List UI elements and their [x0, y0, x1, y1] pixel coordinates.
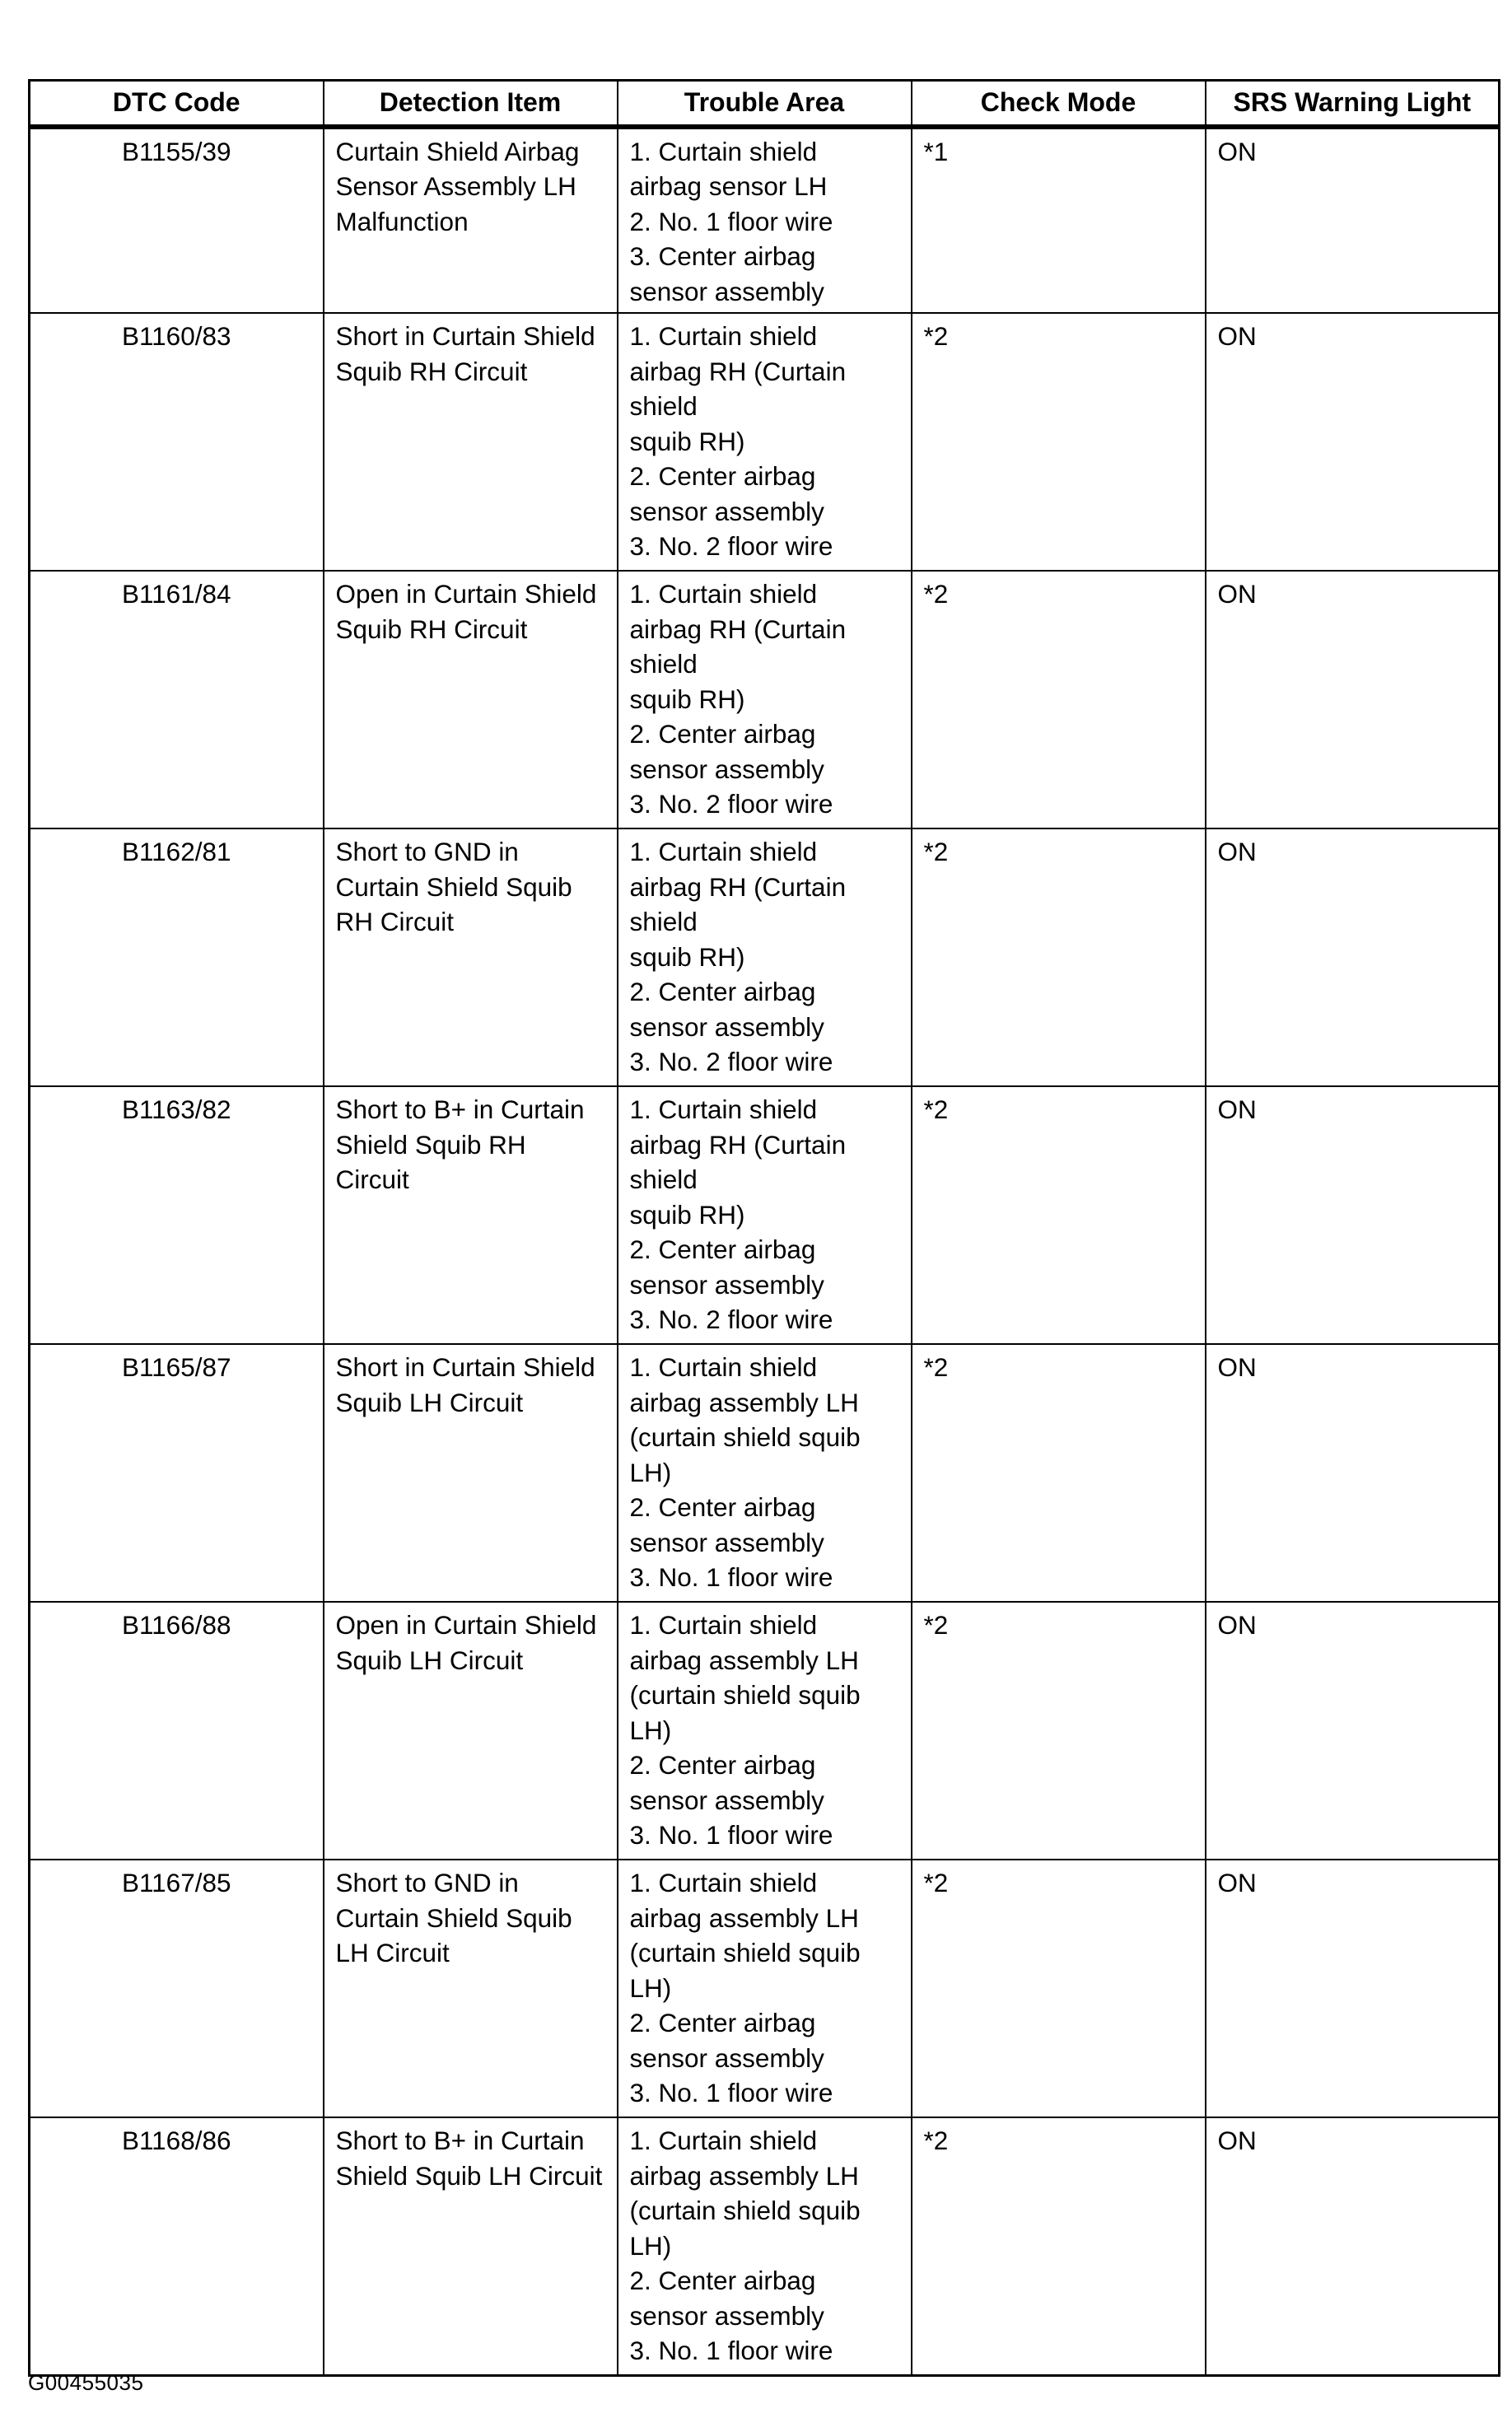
table-row — [30, 1602, 1500, 1860]
table-row — [30, 828, 1500, 1086]
trouble-area-cell — [618, 127, 912, 314]
trouble-area-line: 1. Curtain shield — [629, 579, 818, 609]
dtc-table — [28, 79, 1500, 2377]
srs-warning-light-cell: ON — [1206, 127, 1500, 314]
trouble-area-line: 2. Center airbag — [629, 1235, 816, 1264]
trouble-area-line: squib RH) — [629, 426, 745, 456]
trouble-area-line: sensor assembly — [629, 2300, 824, 2331]
trouble-area-line: 1. Curtain shield — [629, 1868, 818, 1897]
trouble-area-line: 1. Curtain shield — [629, 2126, 818, 2155]
trouble-area-line: airbag assembly LH — [629, 2160, 859, 2191]
table-row — [30, 1860, 1500, 2117]
trouble-area-line: squib RH) — [629, 941, 745, 972]
srs-warning-light-cell: ON — [1206, 571, 1500, 828]
trouble-area-line: shield — [629, 907, 698, 936]
trouble-area-line: airbag assembly LH — [629, 1387, 859, 1417]
check-mode-cell: *2 — [912, 1602, 1206, 1860]
trouble-area-line: 1. Curtain shield — [629, 837, 818, 866]
trouble-area-cell — [618, 571, 912, 828]
trouble-area-line: 3. No. 2 floor wire — [629, 531, 833, 561]
figure-id: G00455035 — [28, 2370, 144, 2395]
check-mode-cell: *1 — [912, 127, 1206, 314]
srs-warning-light-cell: ON — [1206, 1860, 1500, 2117]
detection-item-cell: Short in Curtain Shield Squib LH Circuit — [324, 1344, 618, 1602]
trouble-area-line: sensor assembly — [629, 1011, 824, 1042]
dtc-code-cell: B1162/81 — [30, 828, 324, 1086]
check-mode-cell: *2 — [912, 1344, 1206, 1602]
trouble-area-line: 3. No. 2 floor wire — [629, 1305, 833, 1334]
trouble-area-line: LH) — [629, 2230, 672, 2261]
trouble-area-line: shield — [629, 1164, 698, 1194]
table-row — [30, 313, 1500, 571]
dtc-code-cell: B1163/82 — [30, 1086, 324, 1344]
detection-item-cell: Open in Curtain Shield Squib LH Circuit — [324, 1602, 618, 1860]
trouble-area-line: airbag RH (Curtain — [629, 356, 847, 386]
trouble-area-cell — [618, 1086, 912, 1344]
trouble-area-line: 3. No. 1 floor wire — [629, 1820, 833, 1850]
trouble-area-line: 3. Center airbag — [629, 241, 816, 271]
dtc-code-cell: B1167/85 — [30, 1860, 324, 2117]
trouble-area-line: airbag sensor LH — [629, 171, 828, 201]
detection-item-cell: Short to B+ in Curtain Shield Squib LH Circuit — [324, 2117, 618, 2375]
trouble-area-line: 2. Center airbag — [629, 2008, 816, 2037]
trouble-area-line: 1. Curtain shield — [629, 1610, 818, 1640]
srs-warning-light-cell: ON — [1206, 1344, 1500, 1602]
trouble-area-line: sensor assembly — [629, 1269, 824, 1300]
trouble-area-cell — [618, 313, 912, 571]
trouble-area-line: squib RH) — [629, 1199, 745, 1230]
check-mode-cell: *2 — [912, 313, 1206, 571]
detection-item-cell: Short to B+ in Curtain Shield Squib RH Circuit — [324, 1086, 618, 1344]
trouble-area-line: 3. No. 1 floor wire — [629, 2078, 833, 2107]
trouble-area-line: airbag RH (Curtain — [629, 871, 847, 902]
header-dtc-code: DTC Code — [30, 81, 324, 127]
trouble-area-line: 2. No. 1 floor wire — [629, 206, 833, 236]
trouble-area-line: 2. Center airbag — [629, 1492, 816, 1522]
trouble-area-line: 3. No. 1 floor wire — [629, 2336, 833, 2365]
detection-item-cell: Open in Curtain Shield Squib RH Circuit — [324, 571, 618, 828]
trouble-area-cell — [618, 2117, 912, 2375]
trouble-area-line: airbag RH (Curtain — [629, 1129, 847, 1160]
trouble-area-cell — [618, 1602, 912, 1860]
trouble-area-line: 3. No. 2 floor wire — [629, 1047, 833, 1076]
trouble-area-cell — [618, 828, 912, 1086]
trouble-area-line: shield — [629, 649, 698, 679]
trouble-area-line: LH) — [629, 1972, 672, 2003]
trouble-area-line: 1. Curtain shield — [629, 321, 818, 351]
check-mode-cell: *2 — [912, 1086, 1206, 1344]
srs-warning-light-cell: ON — [1206, 1602, 1500, 1860]
trouble-area-line: 2. Center airbag — [629, 2266, 816, 2295]
check-mode-cell: *2 — [912, 571, 1206, 828]
trouble-area-line: airbag RH (Curtain — [629, 614, 847, 644]
trouble-area-line: 3. No. 2 floor wire — [629, 789, 833, 819]
dtc-code-cell: B1161/84 — [30, 571, 324, 828]
srs-warning-light-cell: ON — [1206, 828, 1500, 1086]
trouble-area-line: sensor assembly — [629, 1527, 824, 1557]
detection-item-cell: Short to GND in Curtain Shield Squib LH Circuit — [324, 1860, 618, 2117]
dtc-code-cell: B1165/87 — [30, 1344, 324, 1602]
trouble-area-cell — [618, 1344, 912, 1602]
trouble-area-line: sensor assembly — [629, 276, 824, 306]
trouble-area-line: 2. Center airbag — [629, 977, 816, 1006]
trouble-area-line: squib RH) — [629, 684, 745, 714]
srs-warning-light-cell: ON — [1206, 313, 1500, 571]
trouble-area-line: sensor assembly — [629, 754, 824, 784]
trouble-area-line: (curtain shield squib — [629, 1422, 861, 1452]
trouble-area-line: sensor assembly — [629, 496, 824, 526]
table-body — [30, 127, 1500, 2376]
trouble-area-line: 1. Curtain shield — [629, 1094, 818, 1124]
dtc-code-cell: B1168/86 — [30, 2117, 324, 2375]
trouble-area-line: 1. Curtain shield — [629, 136, 818, 166]
table-row — [30, 571, 1500, 828]
trouble-area-line: airbag assembly LH — [629, 1902, 859, 1933]
detection-item-cell: Short to GND in Curtain Shield Squib RH Circuit — [324, 828, 618, 1086]
header-srs-warning-light: SRS Warning Light — [1206, 81, 1500, 127]
trouble-area-line: sensor assembly — [629, 1785, 824, 1815]
trouble-area-line: 2. Center airbag — [629, 719, 816, 749]
dtc-code-cell: B1160/83 — [30, 313, 324, 571]
trouble-area-line: LH) — [629, 1457, 672, 1487]
trouble-area-line: (curtain shield squib — [629, 1680, 861, 1710]
trouble-area-line: shield — [629, 391, 698, 421]
dtc-code-cell: B1155/39 — [30, 127, 324, 314]
trouble-area-line: 2. Center airbag — [629, 1750, 816, 1780]
trouble-area-line: airbag assembly LH — [629, 1645, 859, 1675]
trouble-area-line: (curtain shield squib — [629, 1938, 861, 1967]
trouble-area-line: (curtain shield squib — [629, 2196, 861, 2225]
table-row — [30, 1086, 1500, 1344]
check-mode-cell: *2 — [912, 828, 1206, 1086]
trouble-area-line: 3. No. 1 floor wire — [629, 1562, 833, 1592]
trouble-area-line: LH) — [629, 1715, 672, 1745]
table-row — [30, 2117, 1500, 2375]
check-mode-cell: *2 — [912, 2117, 1206, 2375]
header-check-mode: Check Mode — [912, 81, 1206, 127]
srs-warning-light-cell: ON — [1206, 2117, 1500, 2375]
header-detection-item: Detection Item — [324, 81, 618, 127]
trouble-area-cell — [618, 1860, 912, 2117]
table-header-row — [30, 81, 1500, 127]
table-row — [30, 1344, 1500, 1602]
srs-warning-light-cell: ON — [1206, 1086, 1500, 1344]
trouble-area-line: sensor assembly — [629, 2042, 824, 2073]
detection-item-cell: Short in Curtain Shield Squib RH Circuit — [324, 313, 618, 571]
check-mode-cell: *2 — [912, 1860, 1206, 2117]
trouble-area-line: 2. Center airbag — [629, 461, 816, 491]
table-row — [30, 127, 1500, 314]
trouble-area-line: 1. Curtain shield — [629, 1352, 818, 1382]
dtc-code-cell: B1166/88 — [30, 1602, 324, 1860]
detection-item-cell: Curtain Shield Airbag Sensor Assembly LH Malfunction — [324, 127, 618, 314]
header-trouble-area: Trouble Area — [618, 81, 912, 127]
